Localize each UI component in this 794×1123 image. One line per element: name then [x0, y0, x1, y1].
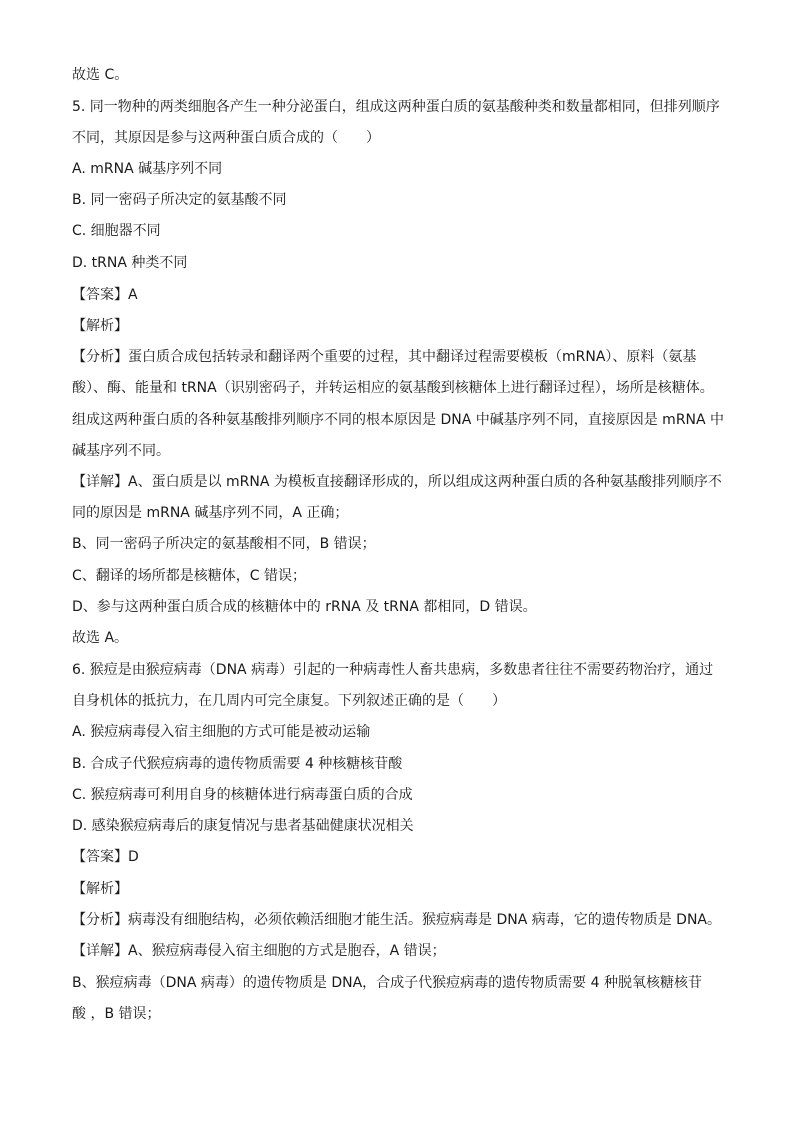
option-a: A. mRNA 碱基序列不同: [72, 161, 223, 177]
option-d: D. tRNA 种类不同: [72, 255, 188, 271]
question-5-stem: 5. 同一物种的两类细胞各产生一种分泌蛋白，组成这两种蛋白质的氨基酸种类和数量都相同，但排列顺序: [72, 99, 720, 115]
detail-text: B、同一密码子所决定的氨基酸相不同，B 错误；: [72, 536, 376, 552]
option-c: C. 猴痘病毒可利用自身的核糖体进行病毒蛋白质的合成: [72, 787, 413, 803]
analysis-text: 【分析】病毒没有细胞结构，必须依赖活细胞才能生活。猴痘病毒是 DNA 病毒，它的遗传物质是 DNA。: [72, 912, 722, 928]
detail-text: 【详解】A、蛋白质是以 mRNA 为模板直接翻译形成的，所以组成这两种蛋白质的各种氨基酸排列顺序不: [72, 474, 722, 490]
option-b: B. 同一密码子所决定的氨基酸不同: [72, 192, 287, 208]
analysis-text: 【分析】蛋白质合成包括转录和翻译两个重要的过程，其中翻译过程需要模板（mRNA）、原料（氨基: [72, 349, 697, 365]
text-line: 故选 A。: [72, 630, 129, 646]
detail-text: 【详解】A、猴痘病毒侵入宿主细胞的方式是胞吞，A 错误；: [72, 943, 446, 959]
option-d: D. 感染猴痘病毒后的康复情况与患者基础健康状况相关: [72, 818, 414, 834]
analysis-text: 酸）、酶、能量和 tRNA（识别密码子，并转运相应的氨基酸到核糖体上进行翻译过程），场所是核糖体。: [72, 380, 714, 396]
text-line: 故选 C。: [72, 67, 129, 83]
analysis-label: 【解析】: [72, 318, 128, 334]
option-c: C. 细胞器不同: [72, 223, 161, 239]
answer-label: 【答案】A: [72, 287, 138, 303]
detail-text: B、猴痘病毒（DNA 病毒）的遗传物质是 DNA，合成子代猴痘病毒的遗传物质需要 4 种脱氧核糖核苷: [72, 975, 702, 991]
detail-text: 酸 ，B 错误；: [72, 1006, 161, 1022]
answer-label: 【答案】D: [72, 849, 139, 865]
detail-text: 同的原因是 mRNA 碱基序列不同，A 正确；: [72, 505, 349, 521]
detail-text: D、参与这两种蛋白质合成的核糖体中的 rRNA 及 tRNA 都相同，D 错误。: [72, 599, 537, 615]
analysis-label: 【解析】: [72, 881, 128, 897]
analysis-text: 碱基序列不同。: [72, 443, 170, 459]
analysis-text: 组成这两种蛋白质的各种氨基酸排列顺序不同的根本原因是 DNA 中碱基序列不同，直接原因是 mRNA 中: [72, 412, 725, 428]
question-6-stem: 自身机体的抵抗力，在几周内可完全康复。下列叙述正确的是（ ）: [72, 693, 506, 709]
question-6-stem: 6. 猴痘是由猴痘病毒（DNA 病毒）引起的一种病毒性人畜共患病，多数患者往往不需要药物治疗，通过: [72, 662, 714, 678]
option-b: B. 合成子代猴痘病毒的遗传物质需要 4 种核糖核苷酸: [72, 756, 403, 772]
option-a: A. 猴痘病毒侵入宿主细胞的方式可能是被动运输: [72, 724, 371, 740]
detail-text: C、翻译的场所都是核糖体，C 错误；: [72, 568, 307, 584]
question-5-stem: 不同，其原因是参与这两种蛋白质合成的（ ）: [72, 130, 380, 146]
